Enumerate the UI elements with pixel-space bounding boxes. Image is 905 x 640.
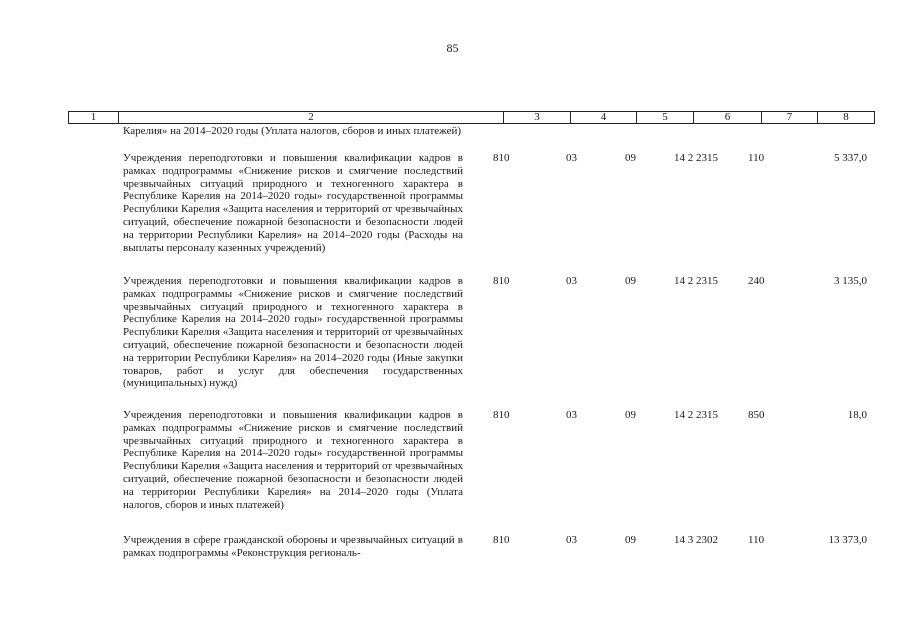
row-description: Учреждения в сфере гражданской обороны и чрезвычайных ситуаций в рамках подпрограммы «Реконструкция региональ-	[123, 534, 463, 559]
cell-code-5: 09	[625, 152, 636, 164]
cell-code-3: 810	[493, 275, 510, 287]
header-cell-7: 7	[762, 112, 818, 123]
header-cell-5: 5	[637, 112, 694, 123]
cell-code-6: 14 3 2302	[674, 534, 718, 546]
cell-code-7: 850	[748, 409, 765, 421]
cell-code-6: 14 2 2315	[674, 409, 718, 421]
cell-code-4: 03	[566, 534, 577, 546]
row-description: Учреждения переподготовки и повышения квалификации кадров в рамках подпрограммы «Снижение рисков и смягчение последствий чрезвычайных ситуаций природного и техногенного характера в Республике Карелия на 2014–2020 годы» государственной программы Республики Карелия «Защита населения и территорий от чрезвычайных ситуаций, обеспечение пожарной безопасности и безопасности людей на территории Республики Карелия» на 2014–2020 годы (Иные закупки товаров, работ и услуг для обеспечения государственных (муниципальных) нужд)	[123, 275, 463, 390]
page-number: 85	[446, 41, 459, 55]
header-cell-2: 2	[119, 112, 504, 123]
cell-code-7: 110	[748, 534, 765, 546]
header-cell-1: 1	[69, 112, 119, 123]
table-header	[68, 111, 875, 124]
cell-code-4: 03	[566, 409, 577, 421]
row-description: Учреждения переподготовки и повышения квалификации кадров в рамках подпрограммы «Снижение рисков и смягчение последствий чрезвычайных ситуаций природного и техногенного характера в Республике Карелия на 2014–2020 годы» государственной программы Республики Карелия «Защита населения и территорий от чрезвычайных ситуаций, обеспечение пожарной безопасности и безопасности людей на территории Республики Карелия» на 2014–2020 годы (Расходы на выплаты персоналу казенных учреждений)	[123, 152, 463, 254]
cell-code-6: 14 2 2315	[674, 275, 718, 287]
cell-code-4: 03	[566, 152, 577, 164]
cell-code-4: 03	[566, 275, 577, 287]
cell-amount: 5 337,0	[834, 152, 867, 164]
cell-code-3: 810	[493, 409, 510, 421]
row-description: Учреждения переподготовки и повышения квалификации кадров в рамках подпрограммы «Снижение рисков и смягчение последствий чрезвычайных ситуаций природного и техногенного характера в Республике Карелия на 2014–2020 годы» государственной программы Республики Карелия «Защита населения и территорий от чрезвычайных ситуаций, обеспечение пожарной безопасности и безопасности людей на территории Республики Карелия» на 2014–2020 годы (Уплата налогов, сборов и иных платежей)	[123, 409, 463, 511]
cell-code-7: 240	[748, 275, 765, 287]
cell-code-3: 810	[493, 534, 510, 546]
row-description: Карелия» на 2014–2020 годы (Уплата налогов, сборов и иных платежей)	[123, 125, 462, 137]
header-cell-8: 8	[843, 111, 849, 123]
cell-code-5: 09	[625, 534, 636, 546]
header-cell-4: 4	[571, 112, 637, 123]
cell-code-6: 14 2 2315	[674, 152, 718, 164]
cell-amount: 18,0	[847, 409, 867, 421]
header-cell-3: 3	[504, 112, 571, 123]
cell-code-7: 110	[748, 152, 765, 164]
cell-code-5: 09	[625, 409, 636, 421]
header-cell-6: 6	[694, 112, 762, 123]
cell-code-3: 810	[493, 152, 510, 164]
cell-amount: 13 373,0	[828, 534, 867, 546]
cell-amount: 3 135,0	[834, 275, 867, 287]
cell-code-5: 09	[625, 275, 636, 287]
